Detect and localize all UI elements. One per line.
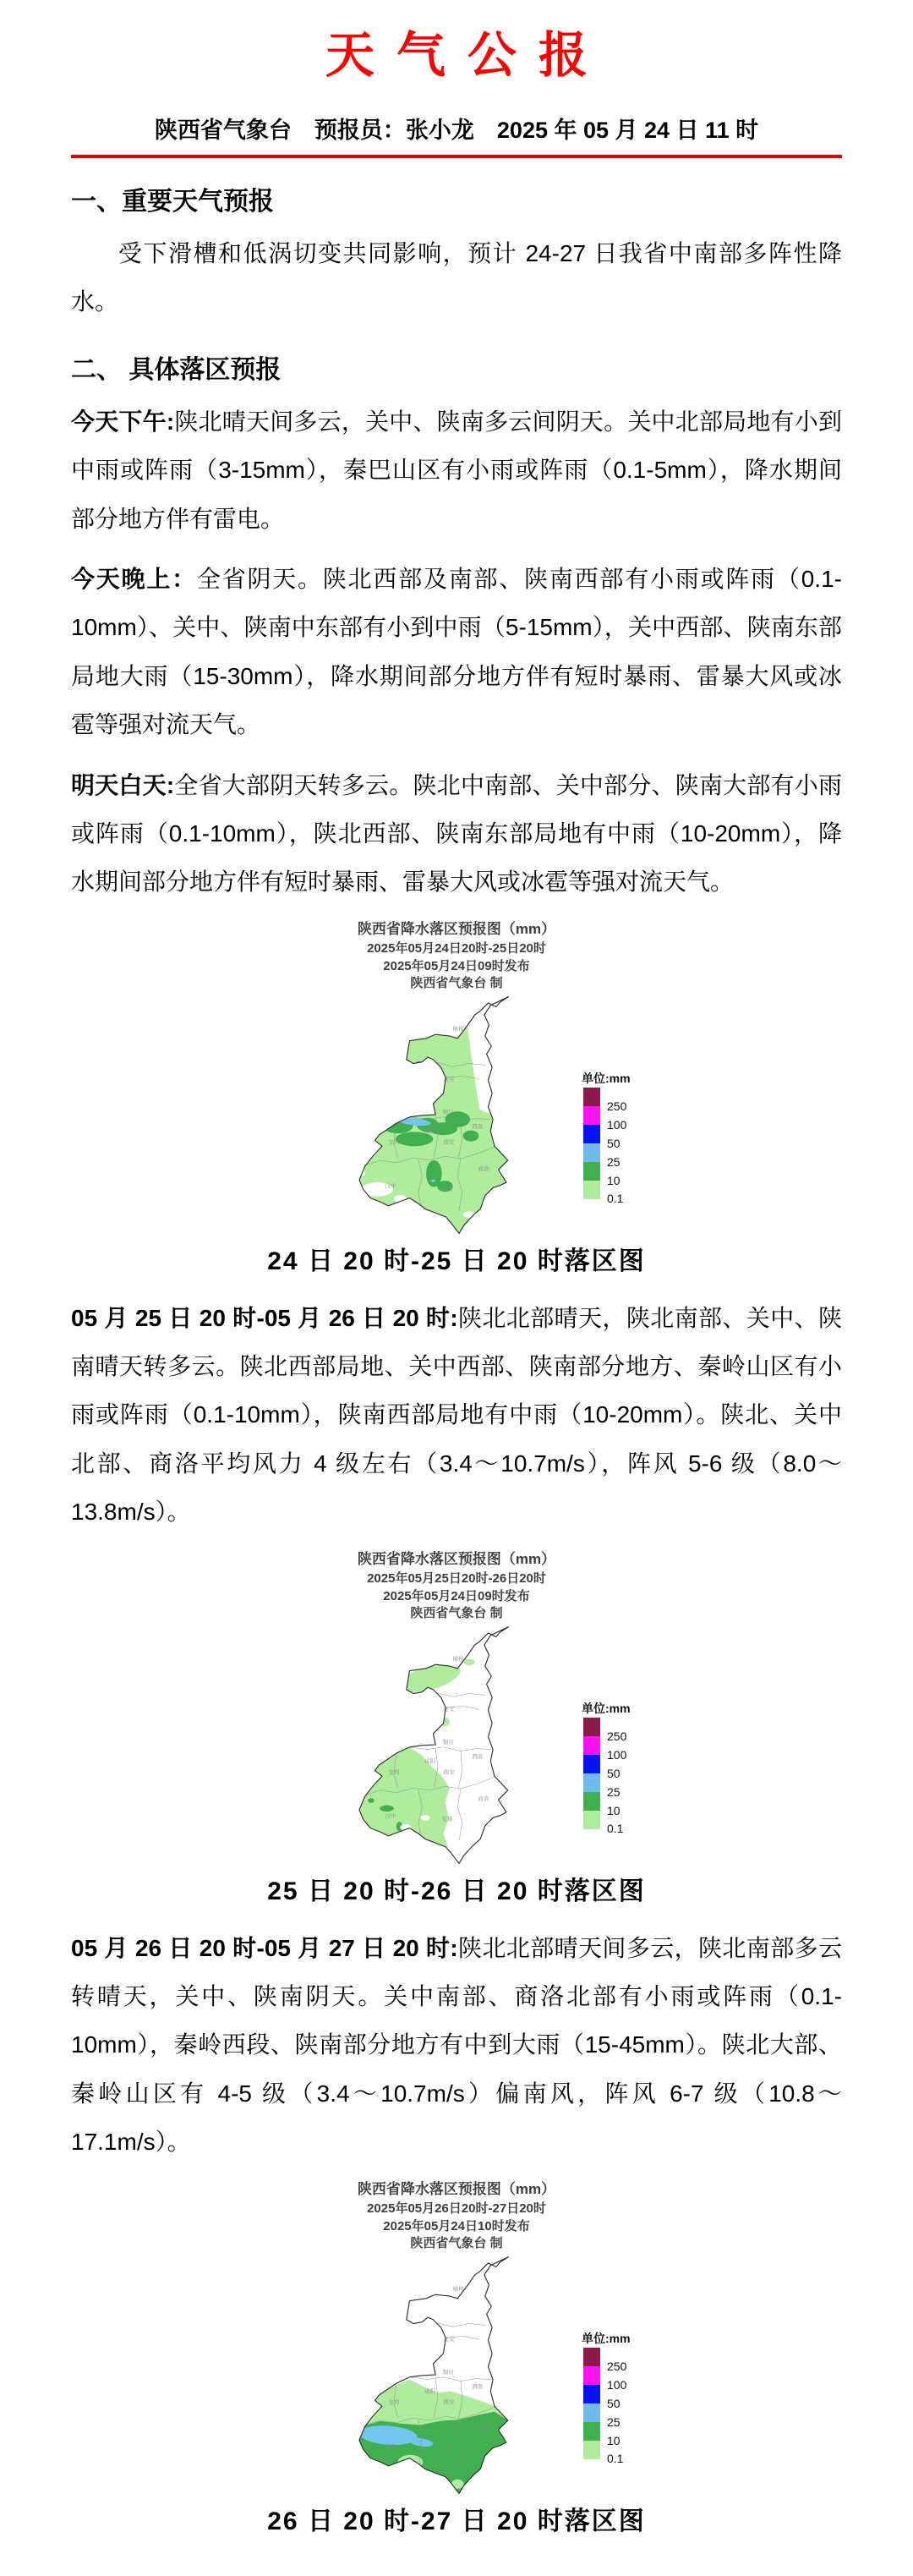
legend-label: 10 bbox=[607, 1173, 621, 1187]
map-period: 2025年05月25日20时-26日20时 bbox=[367, 1570, 546, 1586]
legend-swatch-250 bbox=[583, 1088, 600, 1106]
forecast-lead: 05 月 25 日 20 时-05 月 26 日 20 时: bbox=[71, 1304, 458, 1331]
forecast-text: 陕北北部晴天间多云，陕北南部多云转晴天，关中、陕南阴天。关中南部、商洛北部有小雨或阵雨（0.1-10mm），秦岭西段、陕南部分地方有中到大雨（15-45mm）。陕北大部、秦岭山区有 4-5 级（3.4～10.7m/s）偏南风，阵风 6-7 级（10.8～17.1m/s）。 bbox=[71, 1934, 842, 2156]
legend bbox=[582, 1072, 631, 1205]
legend-swatch-250 bbox=[583, 1718, 600, 1736]
legend-swatch-10 bbox=[583, 1162, 600, 1181]
svg-text:咸阳: 咸阳 bbox=[424, 2387, 436, 2394]
meta-line bbox=[71, 112, 842, 158]
legend-swatch-01 bbox=[583, 1811, 600, 1829]
legend-swatch-01 bbox=[583, 2441, 600, 2459]
map-period: 2025年05月26日20时-27日20时 bbox=[367, 2201, 546, 2216]
legend-label: 10 bbox=[607, 1803, 621, 1817]
legend-swatch-250 bbox=[583, 2348, 600, 2366]
svg-text:渭南: 渭南 bbox=[471, 1753, 483, 1760]
forecast-lead: 明天白天: bbox=[71, 771, 175, 798]
legend-label: 250 bbox=[607, 1099, 627, 1113]
legend-swatch-01 bbox=[583, 1181, 600, 1199]
section1-paragraph: 受下滑槽和低涡切变共同影响，预计 24-27 日我省中南部多阵性降水。 bbox=[71, 240, 842, 315]
svg-text:咸阳: 咸阳 bbox=[424, 1758, 436, 1765]
legend-label: 0.1 bbox=[607, 1191, 624, 1205]
svg-text:铜川: 铜川 bbox=[442, 1109, 454, 1115]
map-issued: 2025年05月24日09时发布 bbox=[383, 958, 530, 973]
legend-label: 100 bbox=[607, 1747, 627, 1762]
legend-label: 100 bbox=[607, 2377, 627, 2392]
legend-label: 25 bbox=[607, 1154, 621, 1169]
svg-text:渭南: 渭南 bbox=[471, 1123, 483, 1130]
map-caption: 26 日 20 时-27 日 20 时落区图 bbox=[267, 2507, 646, 2535]
legend bbox=[582, 2332, 631, 2465]
legend bbox=[582, 1702, 631, 1835]
legend-label: 25 bbox=[607, 2414, 621, 2429]
svg-text:渭南: 渭南 bbox=[471, 2383, 483, 2390]
legend-swatch-25 bbox=[583, 1143, 600, 1162]
svg-text:西安: 西安 bbox=[443, 2399, 455, 2406]
rain-map-figure-24-25 bbox=[186, 918, 727, 1277]
forecast-lead: 05 月 26 日 20 时-05 月 27 日 20 时: bbox=[71, 1934, 458, 1961]
meta-text: 陕西省气象台 预报员：张小龙 2025 年 05 月 24 日 11 时 bbox=[154, 118, 759, 143]
svg-text:宝鸡: 宝鸡 bbox=[388, 2399, 400, 2406]
rain-map-figure-26-27 bbox=[186, 2179, 727, 2537]
province-map bbox=[359, 1626, 509, 1863]
svg-text:延安: 延安 bbox=[443, 2336, 455, 2343]
svg-text:榆林: 榆林 bbox=[452, 1656, 464, 1663]
rain-map-24-25 bbox=[186, 918, 727, 1240]
map-issued: 2025年05月24日09时发布 bbox=[383, 1588, 530, 1603]
svg-text:汉中: 汉中 bbox=[385, 2443, 396, 2450]
legend-label: 25 bbox=[607, 1784, 621, 1799]
forecast-25-26 bbox=[71, 1294, 842, 1537]
section1-heading: 一、重要天气预报 bbox=[71, 188, 274, 216]
legend-label: 50 bbox=[607, 2396, 621, 2410]
legend-swatch-100 bbox=[583, 1736, 600, 1755]
legend-label: 50 bbox=[607, 1766, 621, 1780]
page-title: 天气公报 bbox=[325, 28, 610, 83]
legend-swatch-50 bbox=[583, 1755, 600, 1773]
svg-text:榆林: 榆林 bbox=[452, 1026, 464, 1033]
legend-label: 250 bbox=[607, 2359, 627, 2373]
rain-map-25-26 bbox=[186, 1548, 727, 1870]
svg-text:延安: 延安 bbox=[443, 1706, 455, 1713]
rain-map-26-27 bbox=[186, 2179, 727, 2500]
forecast-text: 全省大部阴天转多云。陕北中南部、关中部分、陕南大部有小雨或阵雨（0.1-10mm），陕北西部、陕南东部局地有中雨（10-20mm），降水期间部分地方伴有短时暴雨、雷暴大风或冰雹等强对流天气。 bbox=[71, 771, 842, 896]
svg-text:西安: 西安 bbox=[443, 1139, 455, 1146]
forecast-text: 陕北北部晴天，陕北南部、关中、陕南晴天转多云。陕北西部局地、关中西部、陕南部分地方、秦岭山区有小雨或阵雨（0.1-10mm），陕南西部局地有中雨（10-20mm）。陕北、关中北部、商洛平均风力 4 级左右（3.4～10.7m/s），阵风 5-6 级（8.0～13.8m/s）。 bbox=[71, 1304, 842, 1526]
forecast-text: 全省阴天。陕北西部及南部、陕南西部有小雨或阵雨（0.1-10mm）、关中、陕南中东部有小到中雨（5-15mm），关中西部、陕南东部局地大雨（15-30mm），降水期间部分地方伴有短时暴雨、雷暴大风或冰雹等强对流天气。 bbox=[71, 565, 842, 738]
svg-text:安康: 安康 bbox=[441, 1186, 453, 1192]
legend-title: 单位:mm bbox=[582, 2331, 631, 2345]
map-issued: 2025年05月24日10时发布 bbox=[383, 2218, 530, 2233]
legend-title: 单位:mm bbox=[582, 1071, 631, 1085]
svg-text:汉中: 汉中 bbox=[385, 1183, 396, 1190]
svg-text:安康: 安康 bbox=[441, 2446, 453, 2453]
svg-text:宝鸡: 宝鸡 bbox=[388, 1139, 400, 1146]
map-caption: 24 日 20 时-25 日 20 时落区图 bbox=[267, 1247, 646, 1275]
forecast-tomorrow-day bbox=[71, 761, 842, 907]
legend-label: 250 bbox=[607, 1729, 627, 1743]
svg-text:商洛: 商洛 bbox=[478, 1165, 489, 1172]
legend-swatch-25 bbox=[583, 1773, 600, 1792]
svg-text:咸阳: 咸阳 bbox=[424, 1128, 436, 1135]
svg-text:商洛: 商洛 bbox=[478, 2425, 489, 2432]
map-author: 陕西省气象台 制 bbox=[410, 1605, 503, 1620]
forecast-tonight bbox=[71, 555, 842, 749]
rain-area-mid bbox=[359, 2411, 508, 2493]
map-author: 陕西省气象台 制 bbox=[410, 975, 503, 990]
legend-label: 0.1 bbox=[607, 2451, 624, 2465]
legend-label: 50 bbox=[607, 1136, 621, 1150]
legend-swatch-25 bbox=[583, 2403, 600, 2422]
forecast-today-afternoon bbox=[71, 397, 842, 543]
forecast-26-27 bbox=[71, 1924, 842, 2167]
legend-swatch-100 bbox=[583, 2366, 600, 2385]
legend-swatch-10 bbox=[583, 2422, 600, 2441]
svg-text:铜川: 铜川 bbox=[442, 1739, 454, 1746]
legend-swatch-100 bbox=[583, 1106, 600, 1125]
rain-map-figure-25-26 bbox=[186, 1548, 727, 1907]
legend-label: 0.1 bbox=[607, 1821, 624, 1835]
map-title: 陕西省降水落区预报图（mm） bbox=[357, 2180, 556, 2197]
province-map bbox=[356, 994, 512, 1233]
map-title: 陕西省降水落区预报图（mm） bbox=[357, 920, 556, 937]
svg-text:汉中: 汉中 bbox=[385, 1813, 396, 1820]
svg-text:安康: 安康 bbox=[441, 1816, 453, 1822]
legend-label: 100 bbox=[607, 1117, 627, 1132]
legend-label: 10 bbox=[607, 2433, 621, 2447]
svg-text:宝鸡: 宝鸡 bbox=[388, 1769, 400, 1776]
forecast-lead: 今天下午: bbox=[71, 408, 175, 435]
section2-heading: 二、 具体落区预报 bbox=[71, 355, 282, 384]
map-period: 2025年05月24日20时-25日20时 bbox=[367, 940, 546, 956]
forecast-lead: 今天晚上： bbox=[71, 565, 197, 592]
map-title: 陕西省降水落区预报图（mm） bbox=[357, 1550, 556, 1567]
map-caption: 25 日 20 时-26 日 20 时落区图 bbox=[267, 1877, 646, 1905]
map-author: 陕西省气象台 制 bbox=[410, 2235, 503, 2250]
legend-swatch-50 bbox=[583, 1125, 600, 1143]
legend-swatch-10 bbox=[583, 1792, 600, 1811]
svg-text:西安: 西安 bbox=[443, 1769, 455, 1776]
svg-text:商洛: 商洛 bbox=[478, 1795, 489, 1802]
svg-text:铜川: 铜川 bbox=[442, 2369, 454, 2376]
svg-text:延安: 延安 bbox=[443, 1076, 455, 1082]
province-map bbox=[358, 2256, 508, 2493]
forecast-text: 陕北晴天间多云，关中、陕南多云间阴天。关中北部局地有小到中雨或阵雨（3-15mm），秦巴山区有小雨或阵雨（0.1-5mm），降水期间部分地方伴有雷电。 bbox=[71, 408, 842, 532]
legend-title: 单位:mm bbox=[582, 1701, 631, 1715]
svg-text:榆林: 榆林 bbox=[452, 2286, 464, 2293]
